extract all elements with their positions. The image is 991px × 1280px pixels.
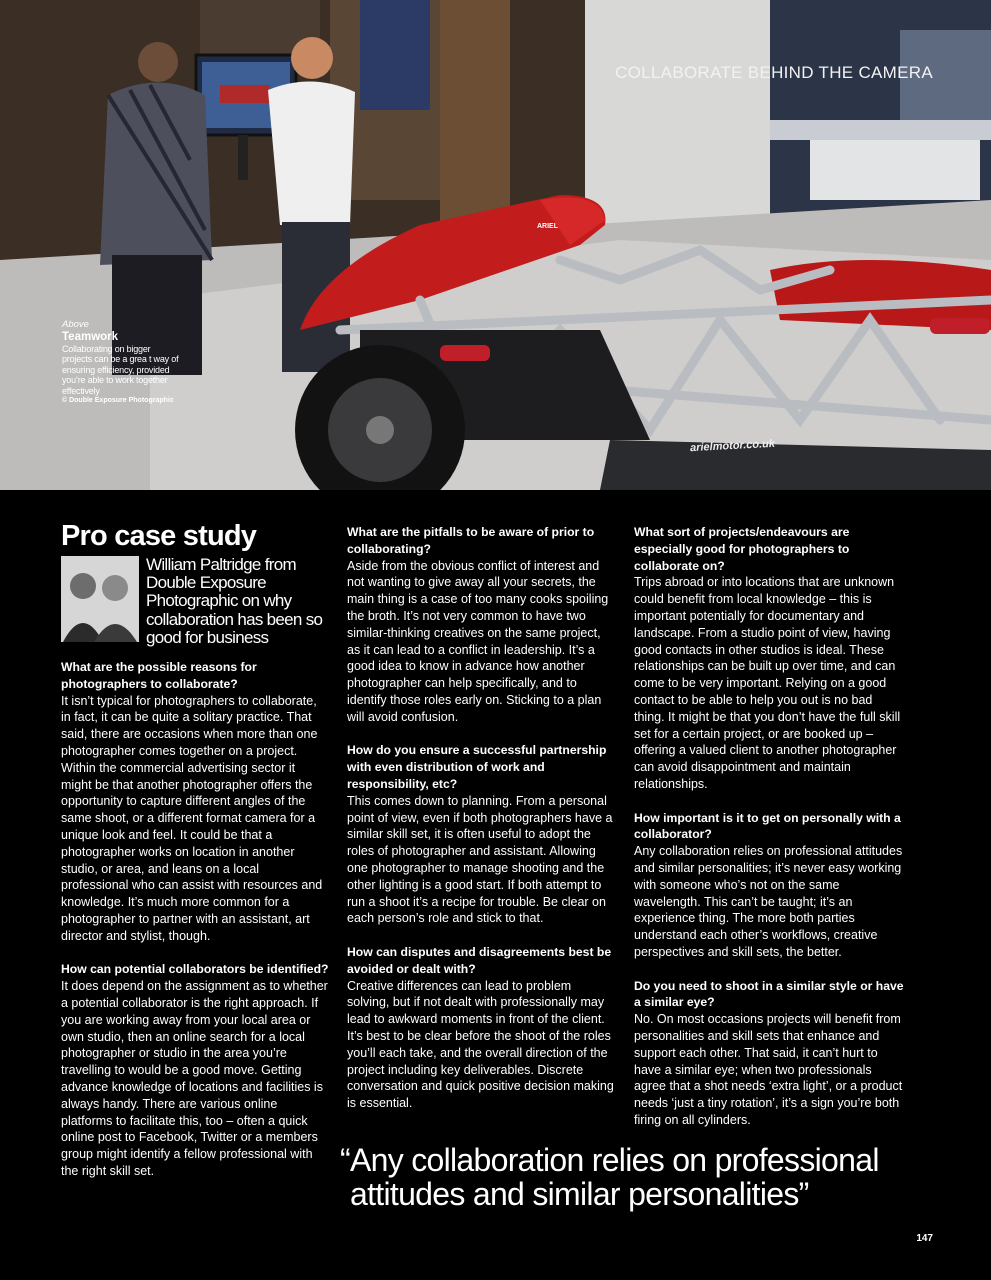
intro-text: William Paltridge from Double Exposure Photographic on why collaboration has been so good for business [146, 555, 323, 647]
answer-paragraph: This comes down to planning. From a personal point of view, even if both photographers have a similar skill set, it is often useful to adopt the roles of photographer and assistant. Allowing one photographer to manage shooting and the other lighting is a good start. If both attempt to run a shoot it’s a recipe for trouble. Be clear on each person’s role and stick to that. [347, 793, 613, 926]
question-heading: Do you need to shoot in a similar style or have a similar eye? [634, 978, 904, 1010]
caption-credit: © Double Exposure Photographic [62, 396, 174, 404]
question-heading: How can potential collaborators be identified? [61, 962, 329, 977]
answer-paragraph: Any collaboration relies on professional attitudes and similar personalities; it’s never easy working with someone who’s not on the same wavelength. This can’t be taught; it’s an experience thing. The more both parties understand each other’s workflows, creative perspectives and skill sets, the better. [634, 844, 903, 959]
article-column-2 [347, 524, 615, 1129]
page-number: 147 [916, 1233, 933, 1244]
caption-title: Teamwork [62, 330, 119, 343]
question-heading: What sort of projects/endeavours are especially good for photographers to collaborate on? [634, 525, 850, 573]
author-portrait [61, 556, 139, 642]
answer-paragraph: Trips abroad or into locations that are unknown could benefit from local knowledge – this is important potentially for documentary and landscape. From a studio point of view, having good contacts in other studios is ideal. These relationships can be built up over time, and can come to be very important. Relying on a good contact to be able to help you out is no bad thing. It might be that you don’t have the full skill set for a certain project, or are booked up – offering a valued client to another photographer can avoid disappointment and maintain relationships. [634, 575, 901, 791]
question-heading: How do you ensure a successful partnership with even distribution of work and responsibility, etc? [347, 743, 607, 791]
pull-quote-line-1: “Any collaboration relies on professional [340, 1142, 879, 1178]
pull-quote [340, 1143, 920, 1211]
pull-quote-line-2: attitudes and similar personalities” [350, 1176, 809, 1212]
article-intro [61, 556, 329, 647]
answer-paragraph: Aside from the obvious conflict of interest and not wanting to give away all your secrets, the main thing is a case of too many cooks spoiling the broth. It’s not very common to have two similar-thinking creatives on the same project, as it can lead to a conflict in leadership. It’s a good idea to know in advance how another photographer can help specifically, and to identify those roles early on. Sticking to a plan will avoid confusion. [347, 558, 609, 724]
caption-kicker: Above [62, 319, 89, 330]
answer-paragraph: It isn’t typical for photographers to collaborate, in fact, it can be quite a solitary practice. That said, there are occasions when more than one photographer comes together on a project. Within the commercial advertising sector it might be that another photographer offers the opportunity to capture different angles of the same shoot, or a different format camera for a unique look and feel. It could be that a photographer works on location in another studio, or area, and leans on a local professional who can assist with resources and knowledge. It’s much more common for a photographer to partner with an assistant, art director and stylist, though. [61, 693, 323, 943]
question-heading: How important is it to get on personally with a collaborator? [634, 810, 901, 842]
answer-paragraph: It does depend on the assignment as to whether a potential collaborator is the right approach. If you are working away from your local area or own studio, then an online search for a local photographer or studio in the area you’re travelling to would be a good move. Getting advance knowledge of locations and facilities is always handy. There are various online platforms to facilitate this, too – often a quick online post to Facebook, Twitter or a members group might identify a fellow professional with the right skill set. [61, 979, 328, 1178]
article-column-1 [61, 520, 329, 1197]
section-header: COLLABORATE BEHIND THE CAMERA [615, 63, 933, 82]
car-badge-text: ARIEL [537, 223, 558, 230]
photo-caption [62, 320, 182, 405]
answer-paragraph: No. On most occasions projects will benefit from personalities and skill sets that enhance and support each other. That said, it can’t hurt to have a similar eye; when two professionals agree that a shot needs ‘extra light’, or a product needs ‘just a tiny rotation’, it’s a sign you’re both firing on all cylinders. [634, 1012, 903, 1127]
question-heading: What are the pitfalls to be aware of prior to collaborating? [347, 525, 595, 556]
hero-photo [0, 0, 991, 490]
article-title: Pro case study [61, 520, 257, 552]
car-side-text: arielmotor.co.uk [689, 437, 776, 455]
caption-body: Collaborating on bigger projects can be a grea t way of ensuring efficiency, provided you’re able to work together effectively [62, 344, 179, 396]
question-heading: What are the possible reasons for photographers to collaborate? [61, 660, 257, 691]
question-heading: How can disputes and disagreements best be avoided or dealt with? [347, 944, 612, 976]
article-column-3 [634, 524, 904, 1145]
answer-paragraph: Creative differences can lead to problem solving, but if not dealt with professionally may lead to awkward moments in front of the client. It’s best to be clear before the shoot of the roles you’ll each take, and the overall direction of the project including key deliverables. Discrete conversation and quick positive decision making is essential. [347, 978, 614, 1111]
portrait-illustration [61, 556, 139, 642]
